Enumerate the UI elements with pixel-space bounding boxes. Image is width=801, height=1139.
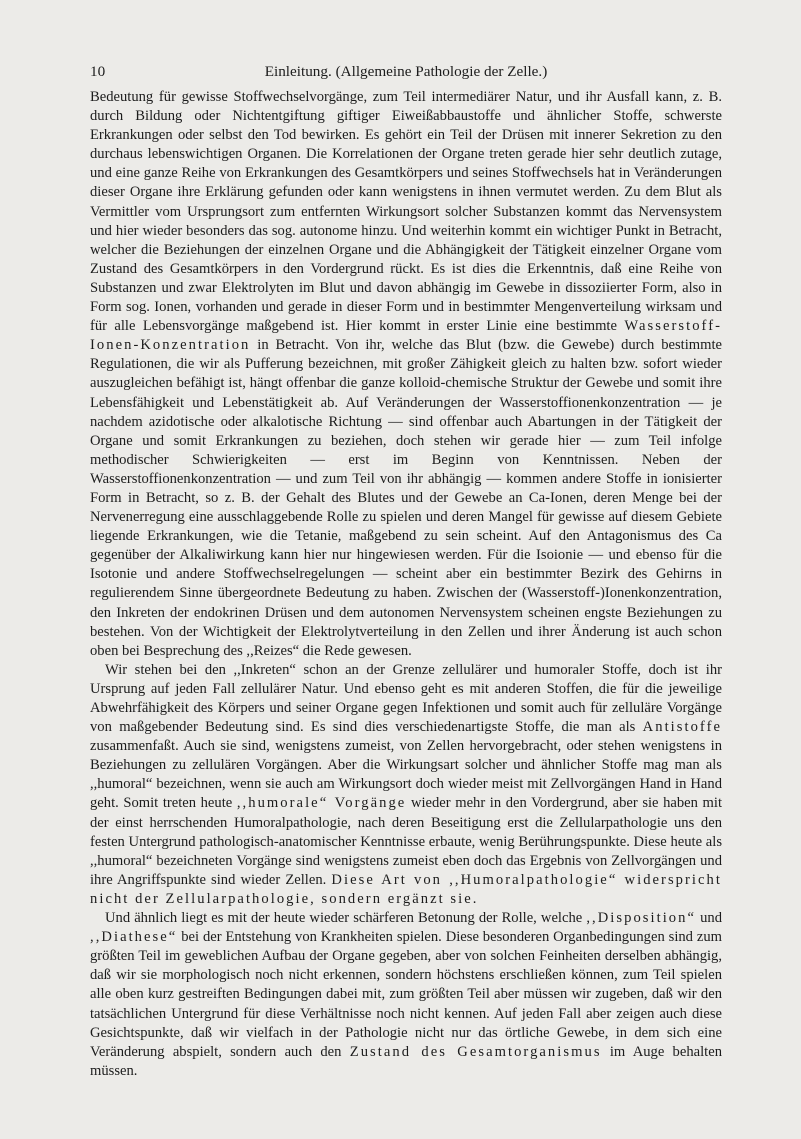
emphasis-gesamtorganismus: Zustand des Gesamtorganismus [349,1043,602,1060]
text-run: Und ähnlich liegt es mit der heute wieder schärferen Betonung der Rolle, welche [105,910,583,927]
paragraph-2 [90,661,722,909]
emphasis-disposition: ,,Disposition“ [586,910,697,927]
body-text [90,88,722,1081]
text-run: bei der Entstehung von Krankheiten spielen. Diese besonderen Organbedingungen sind zum größten Teil im geweblichen Aufbau der Organe gegeben, aber von solchen Feinheiten derselben abhängig, daß wir sie morphologisch noch nicht erkennen, sondern höchstens erschließen können, zum Teil spielen alle oben kurz gestreiften Bedingungen dabei mit, zum größten Teil aber müssen wir zugeben, daß wir den tatsächlichen Untergrund für diese Verhältnisse noch nicht kennen. Auf jeden Fall aber zeigen auch diese Gesichtspunkte, daß wir vielfach in der Pathologie nicht nur das örtliche Gewebe, in dem sich eine Veränderung abspielt, sondern auch den [90,929,722,1060]
paragraph-3 [90,909,722,1081]
text-run: Wir stehen bei den ,,Inkreten“ schon an der Grenze zellulärer und humoraler Stoffe, doch ist ihr Ursprung auf jeden Fall zellulärer Natur. Und ebenso geht es mit anderen Stoffen, die für die jeweilige Abwehrfähigkeit des Körpers und seiner Organe gegen Infektionen und somit auch für zelluläre Vorgänge von maßgebender Bedeutung sind. Es sind dies verschiedenartigste Stoffe, die man als [90,661,722,736]
text-run: im Auge behalten müssen. [90,1043,722,1079]
emphasis-hydrogen-ion-concentration: Wasserstoff-Ionen-Konzentration [90,318,722,354]
running-title: Einleitung. (Allgemeine Pathologie der Zelle.) [264,63,548,80]
emphasis-humorale-vorgaenge: ,,humorale“ Vorgänge [236,795,407,812]
emphasis-diathese: ,,Diathese“ [90,929,178,946]
text-run: zusammenfaßt. Auch sie sind, wenigstens zumeist, von Zellen hervorgebracht, oder stehen wenigstens in Beziehungen zu zellulären Vorgängen. Aber die Wirkungsart solcher und ähnlicher Stoffe mag man als ,,humoral“ bezeichnen, wenn sie auch am Wirkungsort doch wieder meist mit Zellvorgängen Hand in Hand geht. Somit treten heute [90,738,722,812]
text-run: und [700,910,722,927]
text-run: in Betracht. Von ihr, welche das Blut (bzw. die Gewebe) durch bestimmte Regulationen, die wir als Pufferung bezeichnen, mit großer Zähigkeit gleich zu halten bzw. sofort wieder auszugleichen befähigt ist, hängt offenbar die ganze kolloid-chemische Struktur der Gewebe und somit ihre Lebensfähigkeit und Lebenstätigkeit ab. Auf Veränderungen der Wasserstoffionenkonzentration — je nachdem azidotische oder alkalotische Richtung — sind offenbar auch Abartungen in der Tätigkeit der Organe und somit Erkrankungen zu beziehen, doch stehen wir gerade hier — zum Teil infolge methodischer Schwierigkeiten — erst im Beginn von Kenntnissen. Neben der Wasserstoffionenkonzentration — und zum Teil von ihr abhängig — kommen andere Stoffe in ionisierter Form in Betracht, so z. B. der Gehalt des Blutes und der Gewebe an Ca-Ionen, deren Menge bei der Nervenerregung eine ausschlaggebende Rolle zu spielen und deren Mangel für gewisse auf diesem Gebiete liegende Erkrankungen, wie die Tetanie, maßgebend zu sein scheint. Auf den Antagonismus des Ca gegenüber der Alkaliwirkung kann hier nur hingewiesen werden. Für die Isoionie — und ebenso für die Isotonie und andere Stoffwechselregelungen — scheint aber ein bestimmter Bezirk des Gehirns in regulierendem Sinne übergeordnete Bedeutung zu haben. Zwischen der (Wasserstoff-)Ionenkonzentration, den Inkreten der endokrinen Drüsen und dem autonomen Nervensystem scheinen engste Beziehungen zu bestehen. Von der Wichtigkeit der Elektrolytverteilung in den Zellen und ihrer Änderung ist auch schon oben bei Besprechung des ,,Reizes“ die Rede gewesen. [90,337,722,659]
page-number: 10 [90,63,106,80]
emphasis-humoralpathologie-statement: Diese Art von ,,Humoralpathologie“ widerspricht nicht der Zellularpathologie, sondern ergänzt sie. [90,871,722,907]
text-run: Bedeutung für gewisse Stoffwechselvorgänge, zum Teil intermediärer Natur, und ihr Ausfall kann, z. B. durch Bildung oder Nichtentgiftung giftiger Eiweißabbaustoffe und ähnlicher Stoffe, schwerste Erkrankungen oder selbst den Tod bewirken. Es gehört ein Teil der Drüsen mit innerer Sekretion zu den durchaus lebenswichtigen Organen. Die Korrelationen der Organe treten gerade hier sehr deutlich zutage, und eine ganze Reihe von Erkrankungen des Gesamtkörpers und seines Stoffwechsels hat in Veränderungen dieser Organe ihre Erklärung gefunden oder kann wenigstens in ihnen vermutet werden. Zu dem Blut als Vermittler vom Ursprungsort zum entfernten Wirkungsort solcher Substanzen kommt das Nervensystem und hier wieder besonders das sog. autonome hinzu. Und weiterhin kommt ein wichtiger Punkt in Betracht, welcher die Beziehungen der einzelnen Organe und die Abhängigkeit der Tätigkeit einzelner Organe vom Zustand des Gesamtkörpers in den Vordergrund rückt. Es ist dies die Erkenntnis, daß eine Reihe von Substanzen und zwar Elektrolyten im Blut und davon abhängig im Gewebe in dissoziierter Form, also in Form sog. Ionen, vorhanden und gerade in dieser Form und in bestimmter Mengenverteilung wirksam und für alle Lebensvorgänge maßgebend ist. Hier kommt in erster Linie eine bestimmte [90,89,722,335]
page-header [90,60,722,84]
emphasis-antistoffe: Antistoffe [642,719,722,736]
text-run: wieder mehr in den Vordergrund, aber sie haben mit der einst herrschenden Humoralpathologie, nach deren Beseitigung erst die Zellularpathologie uns den festen Untergrund pathologisch-anatomischer Kenntnisse erbaute, wenig Berührungspunkte. Diese heute als ,,humoral“ bezeichneten Vorgänge sind wenigstens zumeist eben doch das Ergebnis von Zellvorgängen und ihre Angriffspunkte sind wieder Zellen. [90,795,723,888]
paragraph-1 [90,88,722,661]
